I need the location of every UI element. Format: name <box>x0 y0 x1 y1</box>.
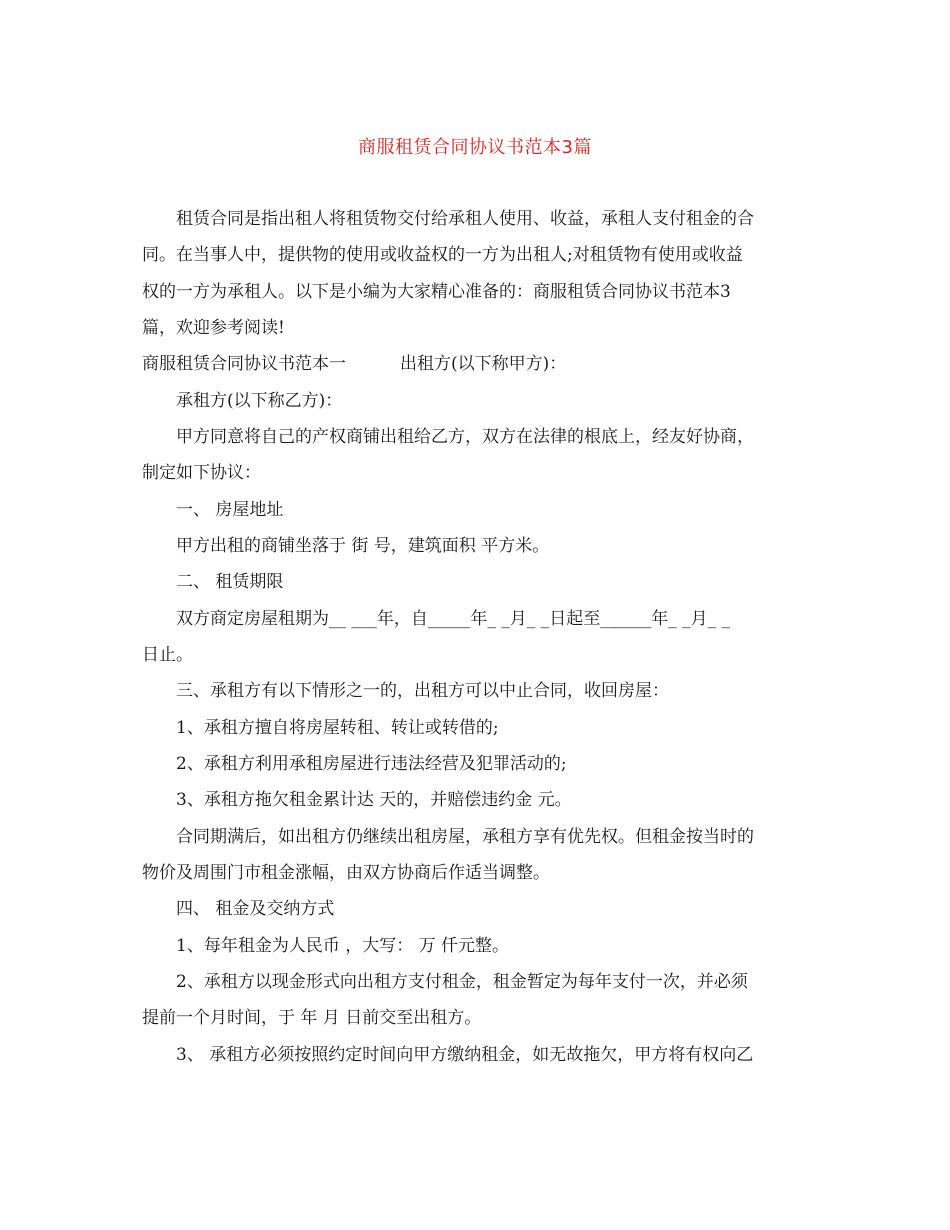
paragraph-line: 同。在当事人中，提供物的使用或收益权的一方为出租人;对租赁物有使用或收益 <box>142 245 743 265</box>
paragraph-line: 一、 房屋地址 <box>142 500 284 520</box>
paragraph-line: 日止。 <box>142 645 193 665</box>
paragraph-line: 提前一个月时间，于 年 月 日前交至出租方。 <box>142 1008 482 1028</box>
paragraph-line: 1、承租方擅自将房屋转租、转让或转借的; <box>142 718 499 738</box>
paragraph-line: 3、承租方拖欠租金累计达 天的，并赔偿违约金 元。 <box>142 790 572 810</box>
paragraph-line: 甲方出租的商铺坐落于 街 号，建筑面积 平方米。 <box>142 536 550 556</box>
paragraph-line: 承租方(以下称乙方)： <box>142 391 343 411</box>
paragraph-line: 甲方同意将自己的产权商铺出租给乙方，双方在法律的根底上，经友好协商， <box>142 427 754 447</box>
paragraph-line: 3、 承租方必须按照约定时间向甲方缴纳租金，如无故拖欠，甲方将有权向乙 <box>142 1045 754 1065</box>
section-heading: 商服租赁合同协议书范本一 <box>142 354 346 374</box>
paragraph-line: 制定如下协议： <box>142 463 261 483</box>
paragraph-line: 篇，欢迎参考阅读! <box>142 318 285 338</box>
paragraph-line: 2、承租方利用承租房屋进行违法经营及犯罪活动的; <box>142 754 567 774</box>
paragraph-line: 租赁合同是指出租人将租赁物交付给承租人使用、收益，承租人支付租金的合 <box>142 209 754 229</box>
paragraph-line: 1、每年租金为人民币 ，大写： 万 仟元整。 <box>142 936 510 956</box>
lessor-label: 出租方(以下称甲方)： <box>400 354 567 374</box>
paragraph-line: 权的一方为承租人。以下是小编为大家精心准备的：商服租赁合同协议书范本3 <box>142 282 731 302</box>
paragraph-line: 合同期满后，如出租方仍继续出租房屋，承租方享有优先权。但租金按当时的 <box>142 827 754 847</box>
document-title: 商服租赁合同协议书范本3篇 <box>358 137 592 158</box>
paragraph-line: 二、 租赁期限 <box>142 572 284 592</box>
paragraph-line: 物价及周围门市租金涨幅，由双方协商后作适当调整。 <box>142 863 550 883</box>
section-heading-line <box>142 352 812 376</box>
paragraph-line: 2、承租方以现金形式向出租方支付租金，租金暂定为每年支付一次，并必须 <box>142 972 748 992</box>
paragraph-line: 四、 租金及交纳方式 <box>142 899 335 919</box>
paragraph-line: 双方商定房屋租期为__ ___年，自_____年_ _月_ _日起至______年_ _月_ _ <box>142 609 731 629</box>
paragraph-line: 三、承租方有以下情形之一的，出租方可以中止合同，收回房屋： <box>142 681 669 701</box>
